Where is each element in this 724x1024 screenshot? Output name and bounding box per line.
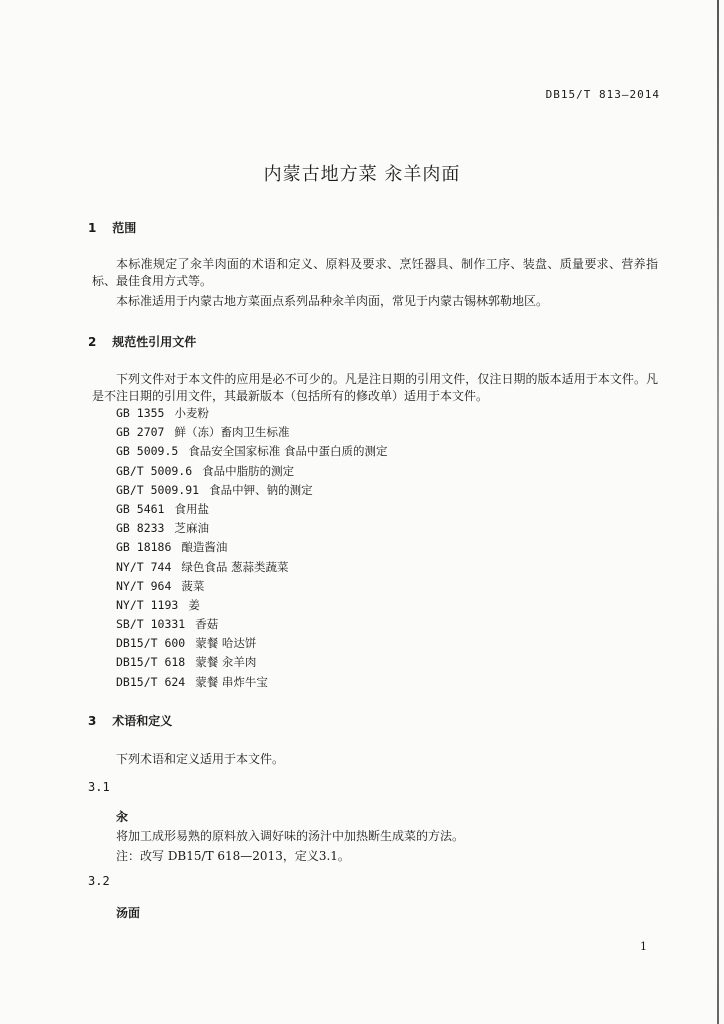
section-number: 1 (88, 221, 97, 235)
section-2-heading (88, 333, 196, 350)
reference-item (116, 616, 387, 635)
section-title: 范围 (112, 221, 137, 235)
page-number: 1 (640, 940, 647, 953)
reference-item (116, 597, 387, 616)
reference-code: GB 5009.5 (116, 444, 179, 459)
term-definition: 将加工成形易熟的原料放入调好味的汤汁中加热断生成菜的方法。 (116, 829, 465, 843)
reference-code: GB/T 5009.91 (116, 482, 200, 497)
term-note: 注：改写 DB15/T 618—2013，定义3.1。 (116, 849, 350, 863)
section-title: 规范性引用文件 (112, 335, 197, 349)
reference-item (116, 463, 387, 482)
section-1-paragraph-2: 本标准适用于内蒙古地方菜面点系列品种汆羊肉面，常见于内蒙古锡林郭勒地区。 (116, 294, 549, 308)
reference-code: GB 2707 (116, 425, 165, 440)
reference-item (116, 443, 387, 462)
reference-title: 蒙餐 汆羊肉 (195, 655, 257, 670)
document-title: 内蒙古地方菜 汆羊肉面 (263, 164, 461, 185)
reference-title: 食品中脂肪的测定 (202, 463, 295, 478)
reference-item (116, 578, 387, 597)
reference-title: 食品中钾、钠的测定 (209, 482, 313, 497)
reference-title: 芝麻油 (174, 521, 209, 536)
reference-item (116, 424, 387, 443)
reference-title: 食品安全国家标准 食品中蛋白质的测定 (188, 444, 388, 459)
section-number: 2 (88, 335, 97, 349)
reference-item (116, 674, 387, 693)
normative-reference-list (116, 405, 387, 693)
reference-item (116, 482, 387, 501)
reference-item (116, 559, 387, 578)
reference-code: DB15/T 624 (116, 674, 186, 689)
term-name: 汤面 (116, 906, 141, 920)
section-2-intro: 下列文件对于本文件的应用是必不可少的。凡是注日期的引用文件，仅注日期的版本适用于本文件。凡是不注日期的引用文件，其最新版本（包括所有的修改单）适用于本文件。 (92, 372, 658, 403)
reference-title: 小麦粉 (174, 406, 209, 420)
reference-item (116, 654, 387, 673)
reference-title: 鲜（冻）畜肉卫生标准 (174, 425, 290, 440)
reference-title: 酿造酱油 (181, 540, 228, 555)
reference-title: 食用盐 (174, 501, 209, 516)
reference-title: 蒙餐 串炸牛宝 (195, 674, 268, 689)
reference-item (116, 501, 387, 520)
reference-code: GB 18186 (116, 540, 172, 555)
reference-code: SB/T 10331 (116, 617, 186, 632)
reference-code: NY/T 744 (116, 559, 172, 574)
scan-edge (717, 0, 719, 1024)
reference-code: NY/T 1193 (116, 597, 179, 612)
term-name: 汆 (116, 810, 129, 824)
reference-title: 蒙餐 哈达饼 (195, 636, 257, 651)
reference-item (116, 405, 387, 424)
section-3-heading (88, 712, 172, 729)
reference-code: NY/T 964 (116, 578, 172, 593)
reference-code: GB 1355 (116, 406, 165, 420)
standard-code: DB15/T 813—2014 (545, 88, 660, 101)
reference-code: GB 8233 (116, 521, 165, 536)
reference-title: 绿色食品 葱蒜类蔬菜 (181, 559, 289, 574)
section-1-heading (88, 219, 136, 236)
reference-title: 姜 (188, 597, 200, 612)
reference-title: 香菇 (195, 617, 219, 632)
reference-code: GB/T 5009.6 (116, 463, 193, 478)
term-number: 3.2 (88, 874, 110, 888)
reference-item (116, 539, 387, 558)
reference-code: DB15/T 600 (116, 636, 186, 651)
reference-code: DB15/T 618 (116, 655, 186, 670)
section-1-paragraph-1: 本标准规定了汆羊肉面的术语和定义、原料及要求、烹饪器具、制作工序、装盘、质量要求、营养指标、最佳食用方式等。 (92, 257, 658, 288)
section-title: 术语和定义 (112, 714, 173, 728)
term-number: 3.1 (88, 780, 110, 794)
section-number: 3 (88, 714, 97, 728)
reference-item (116, 635, 387, 654)
reference-item (116, 520, 387, 539)
reference-title: 菠菜 (181, 578, 205, 593)
reference-code: GB 5461 (116, 501, 165, 516)
section-3-intro: 下列术语和定义适用于本文件。 (116, 752, 285, 766)
